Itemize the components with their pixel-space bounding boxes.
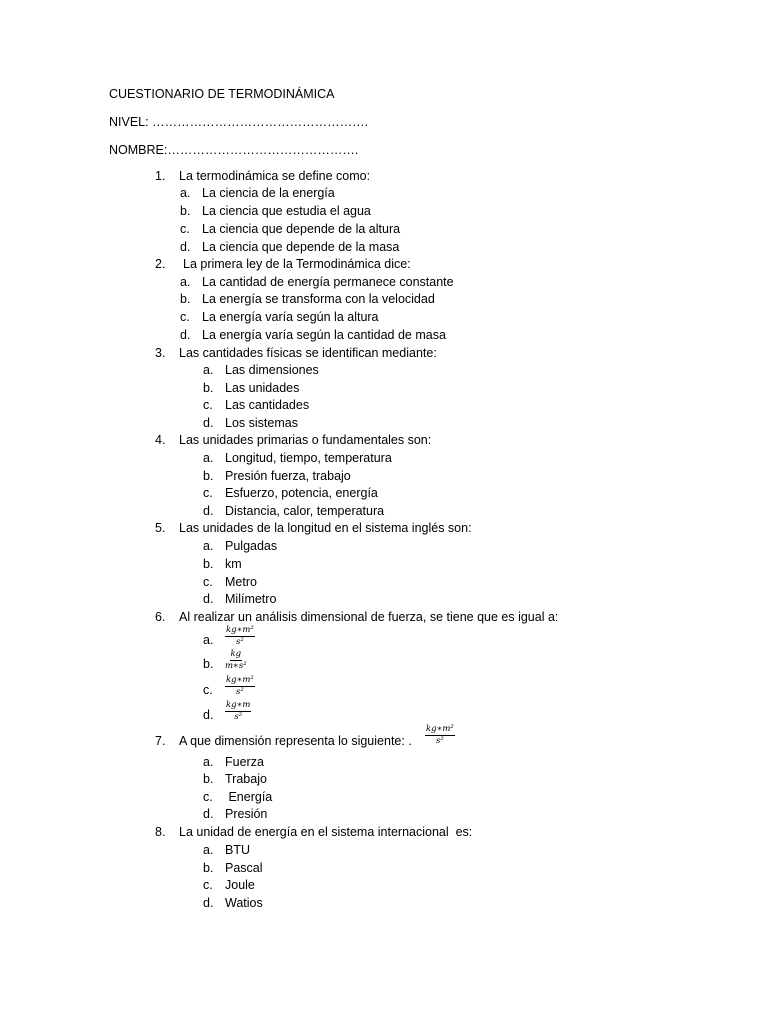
option-letter: d. bbox=[203, 416, 214, 430]
question-text: A que dimensión representa lo siguiente: . bbox=[179, 734, 412, 748]
option-text: La ciencia que depende de la altura bbox=[202, 222, 401, 236]
option-letter: d. bbox=[203, 896, 214, 910]
option-letter: b. bbox=[203, 772, 214, 786]
option-letter: c. bbox=[203, 790, 213, 804]
nivel-field: NIVEL: ……………………………………………. bbox=[109, 115, 369, 129]
question-text: La primera ley de la Termodinámica dice: bbox=[183, 257, 411, 271]
option-letter: d. bbox=[180, 328, 191, 342]
option-text: La ciencia que depende de la masa bbox=[202, 240, 400, 254]
option-text: Watios bbox=[225, 896, 263, 910]
option-formula bbox=[225, 626, 255, 647]
fraction-denominator: s² bbox=[236, 687, 244, 697]
option-letter: d. bbox=[203, 592, 214, 606]
question-text: La unidad de energía en el sistema internacional es: bbox=[179, 825, 473, 839]
fraction-denominator: s² bbox=[236, 637, 244, 647]
question-text: Las cantidades físicas se identifican mediante: bbox=[179, 346, 437, 360]
option-letter: c. bbox=[180, 310, 190, 324]
option-text: Los sistemas bbox=[225, 416, 298, 430]
option-letter: c. bbox=[203, 486, 213, 500]
option-formula bbox=[225, 701, 251, 722]
option-letter: a. bbox=[203, 633, 214, 647]
option-text: La energía varía según la cantidad de masa bbox=[202, 328, 446, 342]
option-text: Presión fuerza, trabajo bbox=[225, 469, 351, 483]
option-text: Longitud, tiempo, temperatura bbox=[225, 451, 392, 465]
option-letter: a. bbox=[180, 275, 191, 289]
option-letter: c. bbox=[180, 222, 190, 236]
option-letter: d. bbox=[180, 240, 191, 254]
option-letter: a. bbox=[203, 539, 214, 553]
option-formula bbox=[225, 676, 255, 697]
option-letter: d. bbox=[203, 708, 214, 722]
option-formula bbox=[225, 650, 247, 671]
nombre-field: NOMBRE:………………………………………. bbox=[109, 143, 359, 157]
fraction-numerator: kg∗m bbox=[226, 700, 251, 710]
fraction-denominator: s² bbox=[234, 712, 243, 722]
option-text: Pulgadas bbox=[225, 539, 278, 553]
option-letter: b. bbox=[180, 204, 191, 218]
question-number: 3. bbox=[155, 346, 166, 360]
option-letter: b. bbox=[203, 657, 214, 671]
fraction bbox=[225, 626, 255, 647]
option-letter: a. bbox=[203, 451, 214, 465]
fraction-denominator: m∗s² bbox=[225, 661, 247, 671]
option-letter: a. bbox=[203, 755, 214, 769]
fraction bbox=[225, 650, 247, 671]
fraction-denominator: s² bbox=[436, 736, 444, 746]
option-text: Metro bbox=[225, 575, 257, 589]
option-text: Las dimensiones bbox=[225, 363, 319, 377]
option-text: BTU bbox=[225, 843, 250, 857]
fraction bbox=[225, 701, 251, 722]
option-text: km bbox=[225, 557, 242, 571]
option-text: Las unidades bbox=[225, 381, 300, 395]
document-title: CUESTIONARIO DE TERMODINÁMICA bbox=[109, 87, 335, 101]
option-letter: b. bbox=[180, 292, 191, 306]
option-text: La energía varía según la altura bbox=[202, 310, 379, 324]
option-text: Las cantidades bbox=[225, 398, 310, 412]
option-letter: d. bbox=[203, 807, 214, 821]
option-text: La ciencia de la energía bbox=[202, 186, 335, 200]
option-text: Energía bbox=[225, 790, 273, 804]
option-letter: d. bbox=[203, 504, 214, 518]
option-letter: a. bbox=[180, 186, 191, 200]
fraction-numerator: kg∗m² bbox=[426, 724, 454, 734]
option-text: Trabajo bbox=[225, 772, 267, 786]
fraction bbox=[425, 725, 455, 746]
question-number: 7. bbox=[155, 734, 166, 748]
option-letter: b. bbox=[203, 861, 214, 875]
option-letter: c. bbox=[203, 683, 213, 697]
option-text: La ciencia que estudia el agua bbox=[202, 204, 371, 218]
option-letter: a. bbox=[203, 843, 214, 857]
option-text: Milímetro bbox=[225, 592, 277, 606]
question-number: 8. bbox=[155, 825, 166, 839]
question-text: Las unidades de la longitud en el sistema inglés son: bbox=[179, 521, 472, 535]
option-text: La energía se transforma con la velocidad bbox=[202, 292, 435, 306]
question-number: 5. bbox=[155, 521, 166, 535]
fraction-numerator: kg∗m² bbox=[226, 625, 254, 635]
option-text: La cantidad de energía permanece constante bbox=[202, 275, 454, 289]
option-text: Fuerza bbox=[225, 755, 264, 769]
question-number: 4. bbox=[155, 433, 166, 447]
fraction-numerator: kg bbox=[230, 649, 242, 659]
question-number: 6. bbox=[155, 610, 166, 624]
option-letter: b. bbox=[203, 381, 214, 395]
option-text: Presión bbox=[225, 807, 268, 821]
question-text: Las unidades primarias o fundamentales son: bbox=[179, 433, 432, 447]
option-text: Joule bbox=[225, 878, 255, 892]
question-text: La termodinámica se define como: bbox=[179, 169, 371, 183]
option-text: Distancia, calor, temperatura bbox=[225, 504, 385, 518]
fraction bbox=[225, 676, 255, 697]
option-letter: c. bbox=[203, 878, 213, 892]
fraction-numerator: kg∗m² bbox=[226, 675, 254, 685]
question-number: 1. bbox=[155, 169, 166, 183]
question-formula bbox=[425, 725, 455, 746]
option-text: Pascal bbox=[225, 861, 263, 875]
option-letter: c. bbox=[203, 575, 213, 589]
option-letter: a. bbox=[203, 363, 214, 377]
option-letter: c. bbox=[203, 398, 213, 412]
option-letter: b. bbox=[203, 557, 214, 571]
option-text: Esfuerzo, potencia, energía bbox=[225, 486, 378, 500]
option-letter: b. bbox=[203, 469, 214, 483]
question-text: Al realizar un análisis dimensional de fuerza, se tiene que es igual a: bbox=[179, 610, 559, 624]
question-number: 2. bbox=[155, 257, 166, 271]
